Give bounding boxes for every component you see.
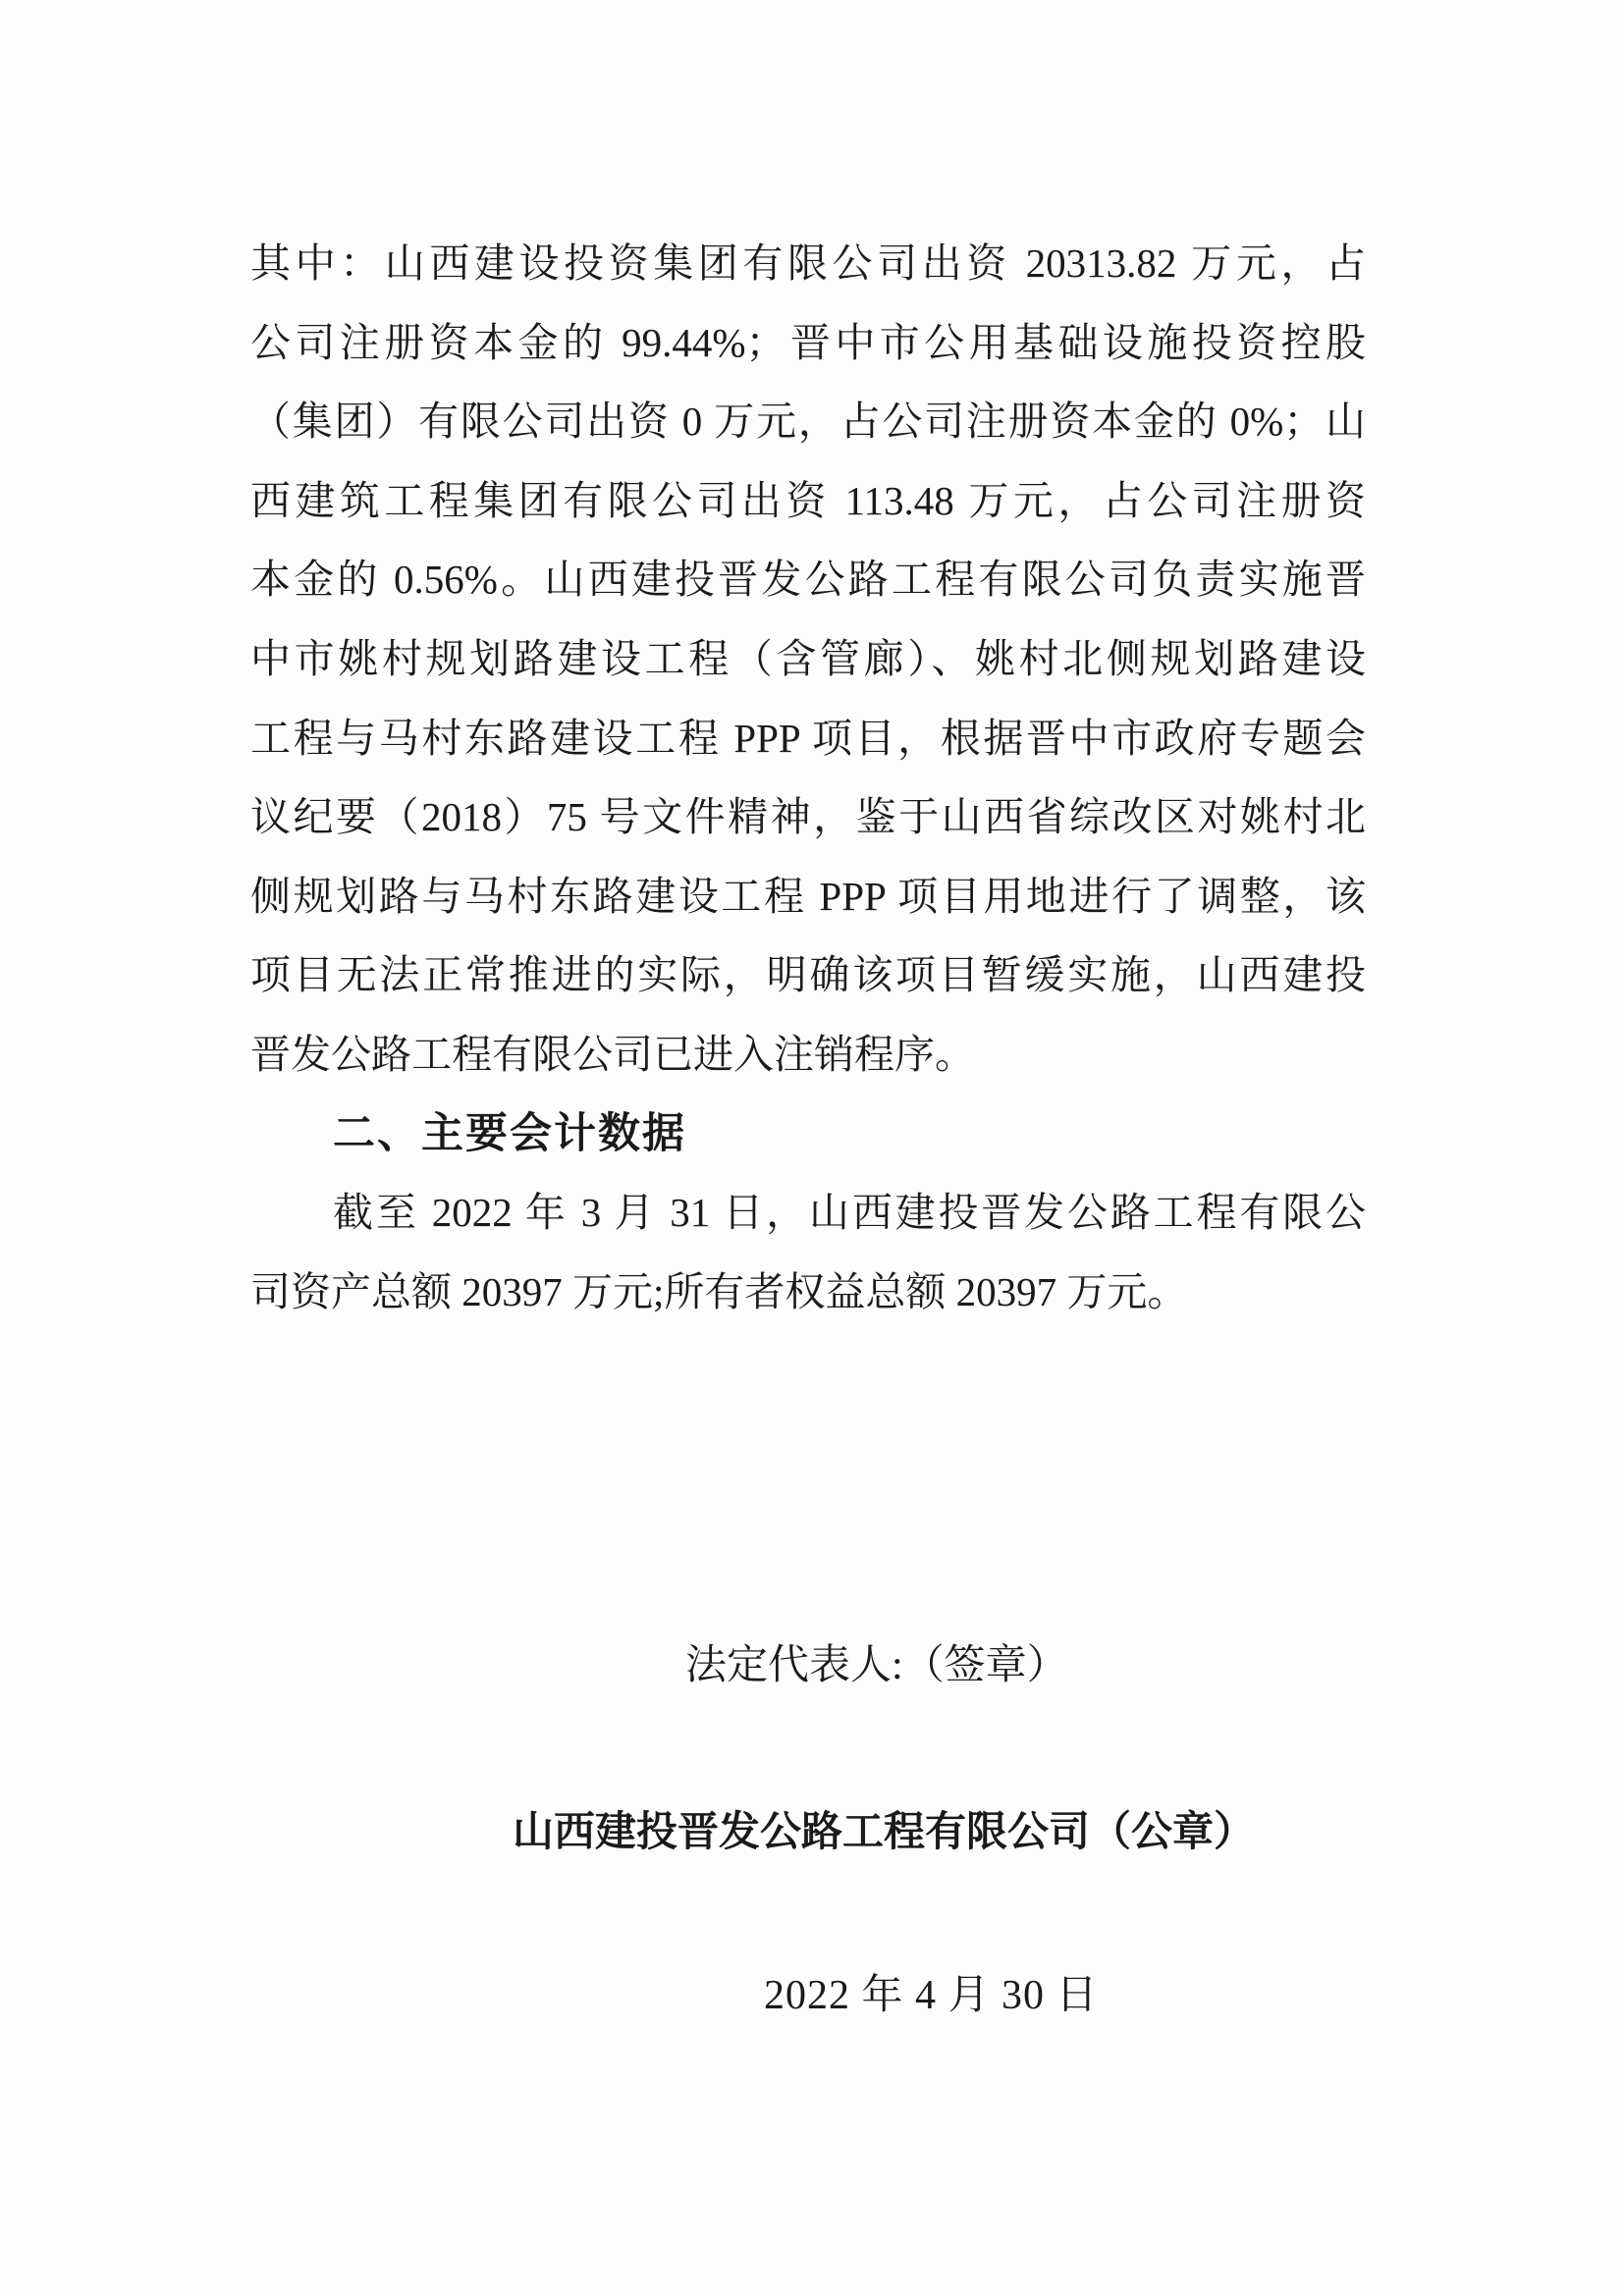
section-heading: 二、主要会计数据 (333, 1109, 686, 1157)
body-line: 中市姚村规划路建设工程（含管廊）、姚村北侧规划路建设 (250, 635, 1366, 681)
body-line: 晋发公路工程有限公司已进入注销程序。 (250, 1031, 975, 1077)
body-line: 公司注册资本金的 99.44%；晋中市公用基础设施投资控股 (250, 319, 1366, 365)
body-line: 西建筑工程集团有限公司出资 113.48 万元，占公司注册资 (250, 477, 1366, 523)
body-line: 工程与马村东路建设工程 PPP 项目，根据晋中市政府专题会 (250, 715, 1366, 761)
company-seal-line: 山西建投晋发公路工程有限公司（公章） (513, 1810, 1256, 1855)
body-line: （集团）有限公司出资 0 万元，占公司注册资本金的 0%；山 (250, 399, 1366, 445)
body-line: 本金的 0.56%。山西建投晋发公路工程有限公司负责实施晋 (250, 557, 1366, 603)
body-line: 截至 2022 年 3 月 31 日，山西建投晋发公路工程有限公 (333, 1190, 1366, 1236)
date-line: 2022 年 4 月 30 日 (764, 1973, 1099, 2018)
body-line: 项目无法正常推进的实际，明确该项目暂缓实施，山西建投 (250, 952, 1366, 998)
body-line: 其中：山西建设投资集团有限公司出资 20313.82 万元，占 (250, 240, 1366, 286)
main-text-block (250, 224, 1366, 1331)
body-line: 议纪要（2018）75 号文件精神，鉴于山西省综改区对姚村北 (250, 794, 1366, 840)
body-line: 侧规划路与马村东路建设工程 PPP 项目用地进行了调整，该 (250, 873, 1366, 919)
body-line: 司资产总额 20397 万元;所有者权益总额 20397 万元。 (250, 1268, 1188, 1314)
legal-representative-line: 法定代表人:（签章） (685, 1643, 1068, 1688)
